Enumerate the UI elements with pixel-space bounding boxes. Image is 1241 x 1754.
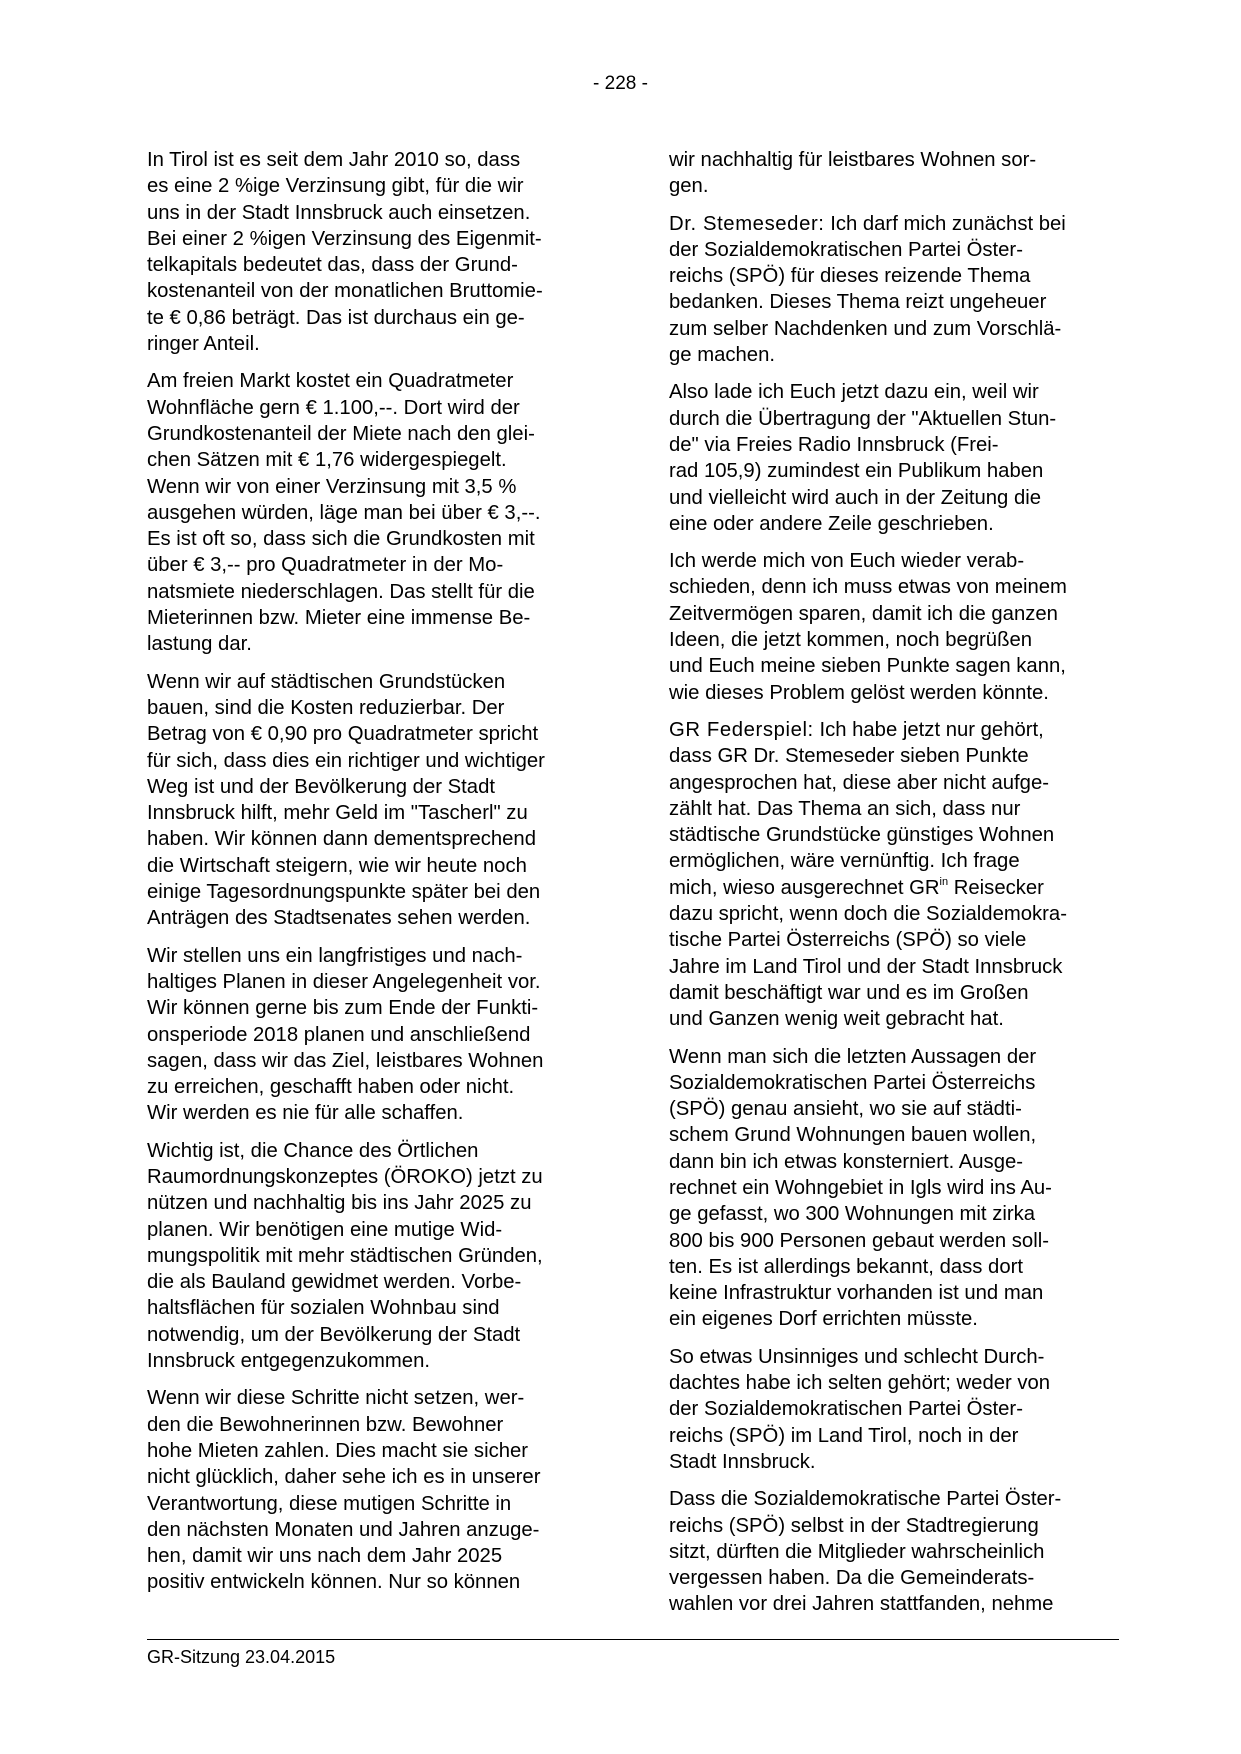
text-line: gen. bbox=[669, 175, 709, 198]
text-line: Ideen, die jetzt kommen, noch begrüßen bbox=[669, 629, 1033, 652]
text-line: kostenanteil von der monatlichen Bruttomie- bbox=[147, 280, 543, 303]
text-line: vergessen haben. Da die Gemeinderats- bbox=[669, 1567, 1035, 1590]
text-line: und Ganzen wenig weit gebracht hat. bbox=[669, 1008, 1004, 1031]
text-line: mich, wieso ausgerechnet $GR^{in}$ Reisecker bbox=[669, 875, 1044, 899]
text-line: Also lade ich Euch jetzt dazu ein, weil wir bbox=[669, 381, 1039, 404]
text-line: planen. Wir benötigen eine mutige Wid- bbox=[147, 1218, 503, 1241]
paragraph bbox=[669, 379, 1119, 537]
text-line: lastung dar. bbox=[147, 633, 252, 656]
text-line: So etwas Unsinniges und schlecht Durch- bbox=[669, 1345, 1045, 1368]
text-line: ringer Anteil. bbox=[147, 333, 260, 356]
text-line: ein eigenes Dorf errichten müsste. bbox=[669, 1308, 978, 1331]
text-line: Zeitvermögen sparen, damit ich die ganzen bbox=[669, 602, 1058, 625]
speaker-name: Dr. Stemeseder: bbox=[669, 212, 825, 235]
text-line: ge machen. bbox=[669, 344, 775, 367]
superscript: in bbox=[939, 875, 949, 888]
text-line: die Wirtschaft steigern, wie wir heute noch bbox=[147, 854, 527, 877]
text-line: positiv entwickeln können. Nur so können bbox=[147, 1571, 521, 1594]
text-line: reichs (SPÖ) im Land Tirol, noch in der bbox=[669, 1424, 1019, 1447]
paragraph-federspiel bbox=[669, 717, 1119, 1033]
text-line: durch die Übertragung der "Aktuellen Stun- bbox=[669, 407, 1057, 430]
text-line: bauen, sind die Kosten reduzierbar. Der bbox=[147, 696, 505, 719]
text-line: Anträgen des Stadtsenates sehen werden. bbox=[147, 907, 531, 930]
text-line: dazu spricht, wenn doch die Sozialdemokra- bbox=[669, 903, 1067, 926]
text-line: keine Infrastruktur vorhanden ist und man bbox=[669, 1282, 1044, 1305]
text-line: haltsflächen für sozialen Wohnbau sind bbox=[147, 1297, 500, 1320]
text-line: zum selber Nachdenken und zum Vorschlä- bbox=[669, 317, 1062, 340]
text-line: notwendig, um der Bevölkerung der Stadt bbox=[147, 1323, 521, 1346]
text-line: für sich, dass dies ein richtiger und wichtiger bbox=[147, 749, 545, 772]
paragraph-lines bbox=[669, 237, 1119, 368]
text-line: Wir stellen uns ein langfristiges und nach- bbox=[147, 944, 523, 967]
text-line: Innsbruck entgegenzukommen. bbox=[147, 1350, 430, 1373]
text-line: dann bin ich etwas konsterniert. Ausge- bbox=[669, 1150, 1024, 1173]
speaker-name: GR Federspiel: bbox=[669, 718, 814, 741]
text-line: den nächsten Monaten und Jahren anzuge- bbox=[147, 1518, 540, 1541]
paragraph bbox=[147, 1385, 599, 1595]
text-line: ge gefasst, wo 300 Wohnungen mit zirka bbox=[669, 1203, 1036, 1226]
text-line: der Sozialdemokratischen Partei Öster- bbox=[669, 1398, 1023, 1421]
text-line: rad 105,9) zumindest ein Publikum haben bbox=[669, 460, 1044, 483]
text-line: uns in der Stadt Innsbruck auch einsetzen. bbox=[147, 201, 531, 224]
text-line bbox=[669, 717, 1119, 743]
text-line: Wichtig ist, die Chance des Örtlichen bbox=[147, 1139, 479, 1162]
text-line: dachtes habe ich selten gehört; weder von bbox=[669, 1372, 1051, 1395]
text-line: angesprochen hat, diese aber nicht aufge- bbox=[669, 771, 1049, 794]
paragraph bbox=[669, 1044, 1119, 1333]
text-line: Raumordnungskonzeptes (ÖROKO) jetzt zu bbox=[147, 1165, 543, 1188]
page-number: - 228 - bbox=[593, 73, 648, 94]
text-line bbox=[669, 211, 1119, 237]
paragraph bbox=[147, 147, 599, 357]
text-line: Verantwortung, diese mutigen Schritte in bbox=[147, 1492, 512, 1515]
text-line: nützen und nachhaltig bis ins Jahr 2025 zu bbox=[147, 1192, 532, 1215]
text-line: Betrag von € 0,90 pro Quadratmeter spricht bbox=[147, 723, 539, 746]
text-line: die als Bauland gewidmet werden. Vorbe- bbox=[147, 1271, 522, 1294]
text-line: Wohnfläche gern € 1.100,--. Dort wird der bbox=[147, 396, 520, 419]
text-line: (SPÖ) genau ansieht, wo sie auf städti- bbox=[669, 1098, 1022, 1121]
text-line: der Sozialdemokratischen Partei Öster- bbox=[669, 238, 1023, 261]
text-line: telkapitals bedeutet das, dass der Grund- bbox=[147, 254, 518, 277]
text-line: den die Bewohnerinnen bzw. Bewohner bbox=[147, 1413, 504, 1436]
text-line: ausgehen würden, läge man bei über € 3,--. bbox=[147, 501, 541, 524]
text-line: Mieterinnen bzw. Mieter eine immense Be- bbox=[147, 607, 531, 630]
paragraph bbox=[669, 548, 1119, 706]
text-line: natsmiete niederschlagen. Das stellt für die bbox=[147, 580, 535, 603]
text-line: wahlen vor drei Jahren stattfanden, nehme bbox=[669, 1593, 1054, 1616]
text-line: Wenn wir diese Schritte nicht setzen, wer- bbox=[147, 1387, 525, 1410]
text-line: Ich werde mich von Euch wieder verab- bbox=[669, 550, 1025, 573]
text-line: hen, damit wir uns nach dem Jahr 2025 bbox=[147, 1545, 503, 1568]
text-line: Stadt Innsbruck. bbox=[669, 1450, 816, 1473]
text-line: reichs (SPÖ) selbst in der Stadtregierung bbox=[669, 1514, 1039, 1537]
text-line: haben. Wir können dann dementsprechend bbox=[147, 828, 536, 851]
text-line: Dass die Sozialdemokratische Partei Öster- bbox=[669, 1488, 1062, 1511]
footer-session-label: GR-Sitzung 23.04.2015 bbox=[147, 1647, 336, 1667]
text-line: haltiges Planen in dieser Angelegenheit vor. bbox=[147, 970, 541, 993]
text-line: onsperiode 2018 planen und anschließend bbox=[147, 1023, 531, 1046]
text-line: und Euch meine sieben Punkte sagen kann, bbox=[669, 655, 1066, 678]
text-line: es eine 2 %ige Verzinsung gibt, für die wir bbox=[147, 175, 524, 198]
text-line: mungspolitik mit mehr städtischen Gründen, bbox=[147, 1244, 543, 1267]
paragraph bbox=[147, 1138, 599, 1375]
text-line: einige Tagesordnungspunkte später bei den bbox=[147, 881, 541, 904]
text-line: eine oder andere Zeile geschrieben. bbox=[669, 512, 994, 535]
text-line: bedanken. Dieses Thema reizt ungeheuer bbox=[669, 291, 1047, 314]
text-line: te € 0,86 beträgt. Das ist durchaus ein ge- bbox=[147, 306, 525, 329]
text-line: hohe Mieten zahlen. Dies macht sie sicher bbox=[147, 1439, 529, 1462]
right-column bbox=[669, 147, 1119, 1629]
paragraph-lines bbox=[669, 901, 1119, 1032]
text-line: Innsbruck hilft, mehr Geld im "Tascherl" zu bbox=[147, 802, 528, 825]
text-line: ten. Es ist allerdings bekannt, dass dort bbox=[669, 1255, 1023, 1278]
text-line: nicht glücklich, daher sehe ich es in unserer bbox=[147, 1466, 541, 1489]
footer-divider bbox=[147, 1639, 1119, 1640]
text-line: Wenn wir auf städtischen Grundstücken bbox=[147, 670, 506, 693]
paragraph bbox=[147, 368, 599, 657]
line-text: Ich habe jetzt nur gehört, bbox=[819, 718, 1044, 741]
text-line: tische Partei Österreichs (SPÖ) so viele bbox=[669, 929, 1027, 952]
text-line: reichs (SPÖ) für dieses reizende Thema bbox=[669, 265, 1031, 288]
text-line: über € 3,-- pro Quadratmeter in der Mo- bbox=[147, 554, 504, 577]
text-line: Wenn man sich die letzten Aussagen der bbox=[669, 1045, 1037, 1068]
text-line: de" via Freies Radio Innsbruck (Frei- bbox=[669, 433, 999, 456]
text-line: chen Sätzen mit € 1,76 widergespiegelt. bbox=[147, 449, 507, 472]
text-line: zählt hat. Das Thema an sich, dass nur bbox=[669, 797, 1021, 820]
text-line: Weg ist und der Bevölkerung der Stadt bbox=[147, 775, 495, 798]
text-line: 800 bis 900 Personen gebaut werden soll- bbox=[669, 1229, 1049, 1252]
paragraph-stemeseder bbox=[669, 211, 1119, 369]
paragraph bbox=[147, 669, 599, 932]
text-line: Bei einer 2 %igen Verzinsung des Eigenmit- bbox=[147, 227, 542, 250]
text-line: sagen, dass wir das Ziel, leistbares Wohnen bbox=[147, 1049, 544, 1072]
paragraph bbox=[669, 147, 1119, 200]
text-line: wir nachhaltig für leistbares Wohnen sor- bbox=[669, 149, 1037, 171]
paragraph-lines bbox=[669, 743, 1119, 874]
text-line: ermöglichen, wäre vernünftig. Ich frage bbox=[669, 850, 1020, 873]
text-line: schieden, denn ich muss etwas von meinem bbox=[669, 576, 1067, 599]
text-line: zu erreichen, geschafft haben oder nicht. bbox=[147, 1076, 515, 1099]
text-line: schem Grund Wohnungen bauen wollen, bbox=[669, 1124, 1037, 1147]
text-line: städtische Grundstücke günstiges Wohnen bbox=[669, 824, 1055, 847]
paragraph bbox=[669, 1486, 1119, 1617]
text-line: damit beschäftigt war und es im Großen bbox=[669, 981, 1029, 1004]
text-line: Jahre im Land Tirol und der Stadt Innsbruck bbox=[669, 955, 1063, 978]
text-line: rechnet ein Wohngebiet in Igls wird ins Au- bbox=[669, 1176, 1052, 1199]
text-line: Am freien Markt kostet ein Quadratmeter bbox=[147, 370, 514, 393]
text-line: Sozialdemokratischen Partei Österreichs bbox=[669, 1071, 1036, 1094]
text-line: wie dieses Problem gelöst werden könnte. bbox=[669, 681, 1049, 704]
text-line: und vielleicht wird auch in der Zeitung die bbox=[669, 486, 1042, 509]
text-line: Wenn wir von einer Verzinsung mit 3,5 % bbox=[147, 475, 517, 498]
text-line: Wir werden es nie für alle schaffen. bbox=[147, 1102, 464, 1125]
text-line: Wir können gerne bis zum Ende der Funkti- bbox=[147, 997, 539, 1020]
left-column bbox=[147, 147, 599, 1607]
line-text: Ich darf mich zunächst bei bbox=[830, 212, 1066, 235]
text-line: Es ist oft so, dass sich die Grundkosten mit bbox=[147, 528, 535, 551]
text-line: In Tirol ist es seit dem Jahr 2010 so, dass bbox=[147, 149, 521, 171]
text-line: Grundkostenanteil der Miete nach den glei- bbox=[147, 422, 535, 445]
text-line: dass GR Dr. Stemeseder sieben Punkte bbox=[669, 745, 1029, 768]
paragraph bbox=[669, 1344, 1119, 1475]
text-line: sitzt, dürften die Mitglieder wahrscheinlich bbox=[669, 1540, 1045, 1563]
paragraph bbox=[147, 943, 599, 1127]
